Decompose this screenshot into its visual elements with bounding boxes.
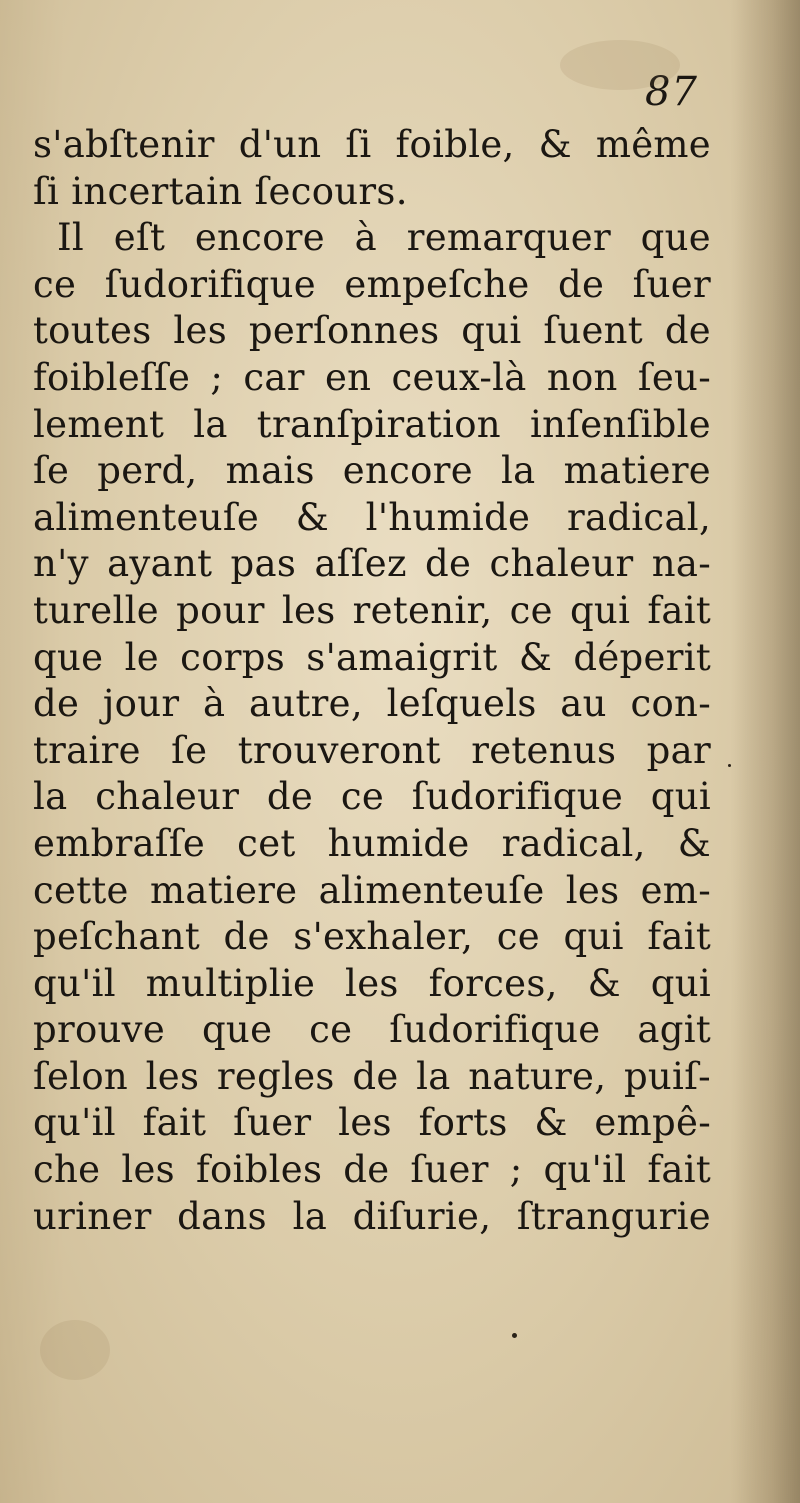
text-line: n'y ayant pas aſſez de chaleur na- [33, 542, 711, 586]
text-line: che les foibles de ſuer ; qu'il fait [33, 1148, 711, 1192]
text-line: ce ſudorifique empeſche de ſuer [33, 262, 711, 306]
text-line: la chaleur de ce ſudorifique qui [33, 775, 711, 819]
text-line: uriner dans la diſurie, ſtrangurie [33, 1194, 711, 1238]
text-line: Il eſt encore à remarquer que [57, 216, 711, 260]
text-line: qu'il multiplie les forces, & qui [33, 961, 711, 1005]
text-line: peſchant de s'exhaler, ce qui fait [33, 915, 711, 959]
text-line: ſe perd, mais encore la matiere [33, 449, 711, 493]
paper-stain [40, 1320, 110, 1380]
text-line: ſi incertain ſecours. [33, 169, 408, 213]
page-number: 87 [645, 69, 698, 115]
text-line: foibleſſe ; car en ceux-là non ſeu- [33, 355, 711, 399]
text-line: alimenteuſe & l'humide radical, [33, 495, 711, 539]
text-line: embraſſe cet humide radical, & [33, 821, 711, 865]
text-line: traire ſe trouveront retenus par [33, 728, 711, 772]
text-line: toutes les perſonnes qui ſuent de [33, 309, 711, 353]
paper-stain [560, 40, 680, 90]
text-line: prouve que ce ſudorifique agit [33, 1008, 711, 1052]
text-line: cette matiere alimenteuſe les em- [33, 868, 711, 912]
ink-speck [512, 1333, 517, 1338]
body-text [33, 122, 711, 1240]
text-line: qu'il fait ſuer les forts & empê- [33, 1101, 711, 1145]
ink-speck [728, 764, 731, 767]
text-line: ſelon les regles de la nature, puiſ- [33, 1054, 711, 1098]
text-line: de jour à autre, leſquels au con- [33, 682, 711, 726]
text-line: turelle pour les retenir, ce qui fait [33, 588, 711, 632]
text-line: s'abſtenir d'un ſi foible, & même [33, 123, 711, 166]
text-line: lement la tranſpiration inſenſible [33, 402, 711, 446]
page-gutter-shadow [730, 0, 800, 1503]
text-line: que le corps s'amaigrit & déperit [33, 635, 711, 679]
